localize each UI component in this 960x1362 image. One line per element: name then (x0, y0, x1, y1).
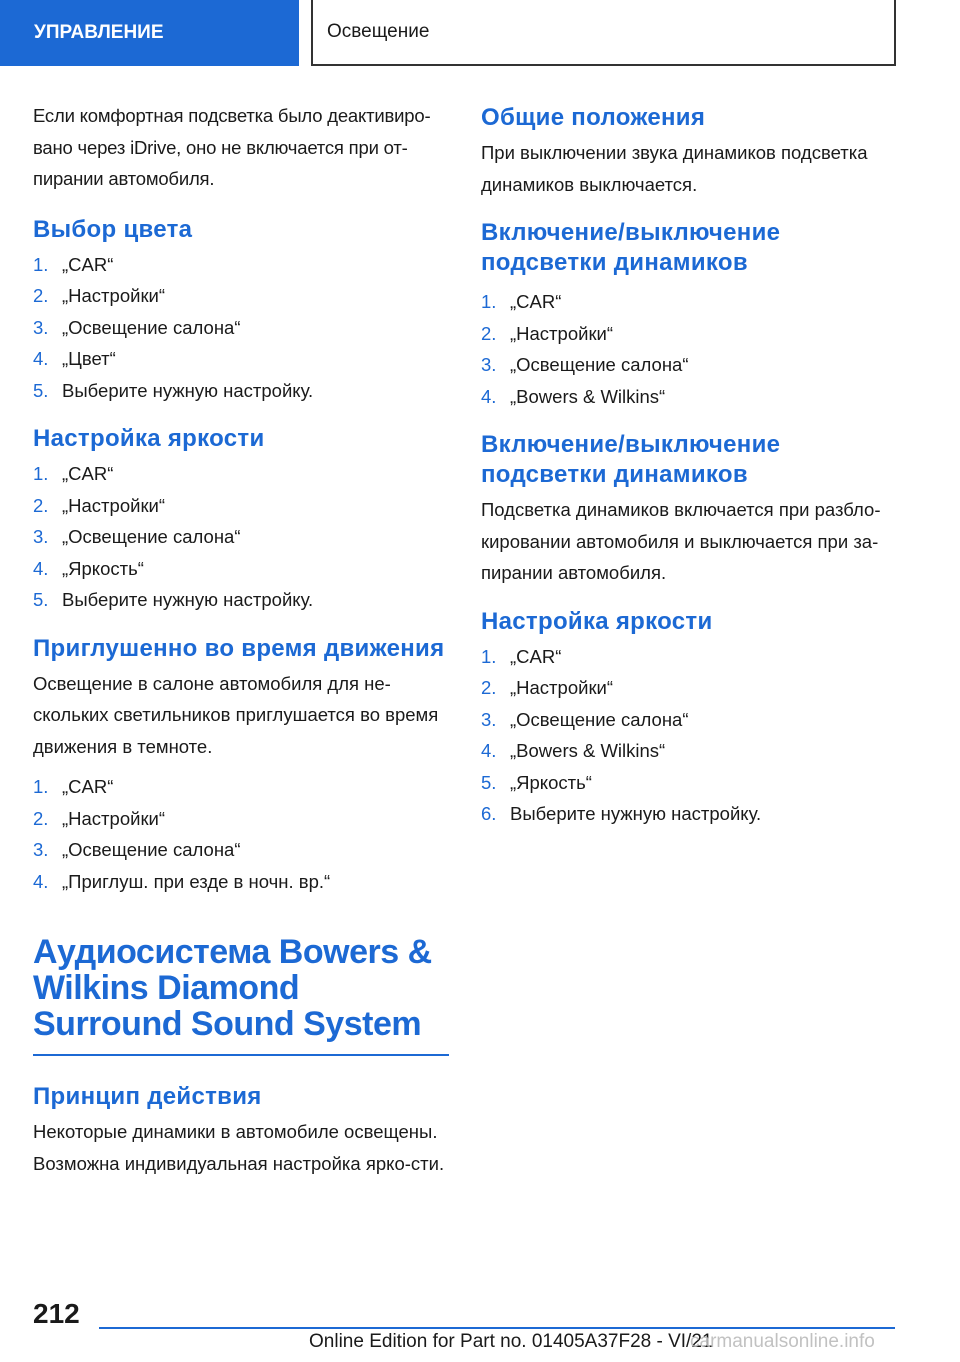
step-number: 4. (33, 348, 49, 369)
step-number: 3. (481, 354, 497, 375)
step-text: „Освещение салона“ (62, 526, 241, 547)
section-tab: УПРАВЛЕНИЕ (0, 0, 299, 66)
step-number: 2. (33, 807, 49, 829)
heading-brightness: Настройка яркости (33, 425, 265, 452)
step-text: „Освещение салона“ (62, 839, 241, 860)
list-item (33, 803, 449, 835)
step-number: 3. (33, 316, 49, 338)
list-item (481, 286, 901, 318)
principle-body: Некоторые динамики в автомобиле освещены. Возможна индивидуальная настройка ярко-сти. (33, 1121, 445, 1174)
edition-text: Online Edition for Part no. 01405A37F28 - VI/21 (309, 1331, 713, 1352)
list-item (481, 318, 901, 350)
heading-color-select: Выбор цвета (33, 215, 193, 243)
step-text: „Яркость“ (510, 771, 592, 793)
step-text: „Настройки“ (510, 322, 614, 344)
list-item (33, 584, 449, 616)
list-item (481, 349, 901, 381)
list-item (481, 381, 901, 413)
step-number: 1. (33, 776, 49, 797)
heading-principle: Принцип действия (33, 1083, 262, 1110)
list-item (481, 798, 901, 830)
step-text: „Цвет“ (62, 348, 116, 369)
step-text: „CAR“ (62, 253, 114, 275)
list-item (33, 458, 449, 490)
step-text: „CAR“ (62, 463, 114, 484)
step-number: 3. (33, 839, 49, 860)
list-item (481, 672, 901, 704)
step-text: „Приглуш. при езде в ночн. вр.“ (62, 870, 331, 892)
step-number: 3. (481, 708, 497, 730)
step-number: 5. (481, 771, 497, 793)
step-number: 4. (33, 557, 49, 579)
step-number: 2. (33, 285, 49, 306)
intro-text: Если комфортная подсветка было деактивиро-вано через iDrive, оно не включается при от-пирании автомобиля. (33, 105, 431, 189)
step-number: 4. (481, 385, 497, 407)
step-text: „Яркость“ (62, 557, 144, 579)
chapter-title: Аудиосистема Bowers & Wilkins Diamond Surround Sound System (33, 933, 432, 1043)
left-column (33, 100, 449, 1179)
step-text: „CAR“ (510, 291, 562, 312)
footer-rule (99, 1327, 895, 1329)
list-item (481, 767, 901, 799)
list-item (33, 521, 449, 553)
step-number: 2. (33, 494, 49, 516)
list-item (481, 735, 901, 767)
list-item (33, 490, 449, 522)
color-steps-list (33, 249, 449, 407)
step-number: 3. (33, 526, 49, 547)
step-text: Выберите нужную настройку. (62, 589, 314, 610)
step-number: 1. (33, 253, 49, 275)
list-item (33, 343, 449, 375)
list-item (33, 866, 449, 898)
step-text: „Настройки“ (62, 494, 166, 516)
step-text: „Освещение салона“ (62, 316, 241, 338)
list-item (33, 834, 449, 866)
step-text: Выберите нужную настройку. (62, 379, 314, 401)
list-item (33, 249, 449, 281)
step-number: 4. (481, 740, 497, 761)
step-text: „Bowers & Wilkins“ (510, 740, 666, 761)
heading-general: Общие положения (481, 104, 706, 131)
toggle-body: Подсветка динамиков включается при разбло-кировании автомобиля и выключается при за-пирании автомобиля. (481, 499, 881, 583)
step-text: „Настройки“ (62, 285, 166, 306)
heading-dimmed-driving: Приглушенно во время движения (33, 634, 445, 662)
step-text: Выберите нужную настройку. (510, 803, 762, 824)
step-number: 2. (481, 677, 497, 698)
general-body: При выключении звука динамиков подсветка динамиков выключается. (481, 142, 868, 195)
step-text: „CAR“ (62, 776, 114, 797)
list-item (481, 641, 901, 673)
step-number: 1. (481, 645, 497, 667)
watermark: carmanualsonline.info (690, 1331, 875, 1352)
step-text: „Bowers & Wilkins“ (510, 385, 666, 407)
list-item (33, 553, 449, 585)
list-item (33, 375, 449, 407)
dimmed-steps-list (33, 771, 449, 897)
heading-toggle-speaker-light: Включение/выключение подсветки динамиков (481, 219, 781, 276)
step-text: „Освещение салона“ (510, 354, 689, 375)
step-text: „Настройки“ (62, 807, 166, 829)
step-text: „Настройки“ (510, 677, 614, 698)
page-header-title: Освещение (311, 0, 896, 66)
step-number: 5. (33, 379, 49, 401)
step-text: „CAR“ (510, 645, 562, 667)
step-number: 2. (481, 322, 497, 344)
step-text: „Освещение салона“ (510, 708, 689, 730)
step-number: 1. (481, 291, 497, 312)
list-item (481, 704, 901, 736)
page-number: 212 (33, 1298, 80, 1329)
step-number: 6. (481, 803, 497, 824)
speaker-brightness-steps-list (481, 641, 901, 830)
step-number: 5. (33, 589, 49, 610)
step-number: 4. (33, 870, 49, 892)
heading-brightness-speakers: Настройка яркости (481, 607, 713, 635)
brightness-steps-list (33, 458, 449, 616)
step-number: 1. (33, 463, 49, 484)
heading-toggle-speaker-light-2: Включение/выключение подсветки динамиков (481, 431, 781, 488)
list-item (33, 280, 449, 312)
dimmed-body: Освещение в салоне автомобиля для не-скольких светильников приглушается во время движения в темноте. (33, 672, 439, 757)
list-item (33, 312, 449, 344)
toggle-steps-list (481, 286, 901, 412)
right-column (481, 103, 901, 830)
list-item (33, 771, 449, 803)
